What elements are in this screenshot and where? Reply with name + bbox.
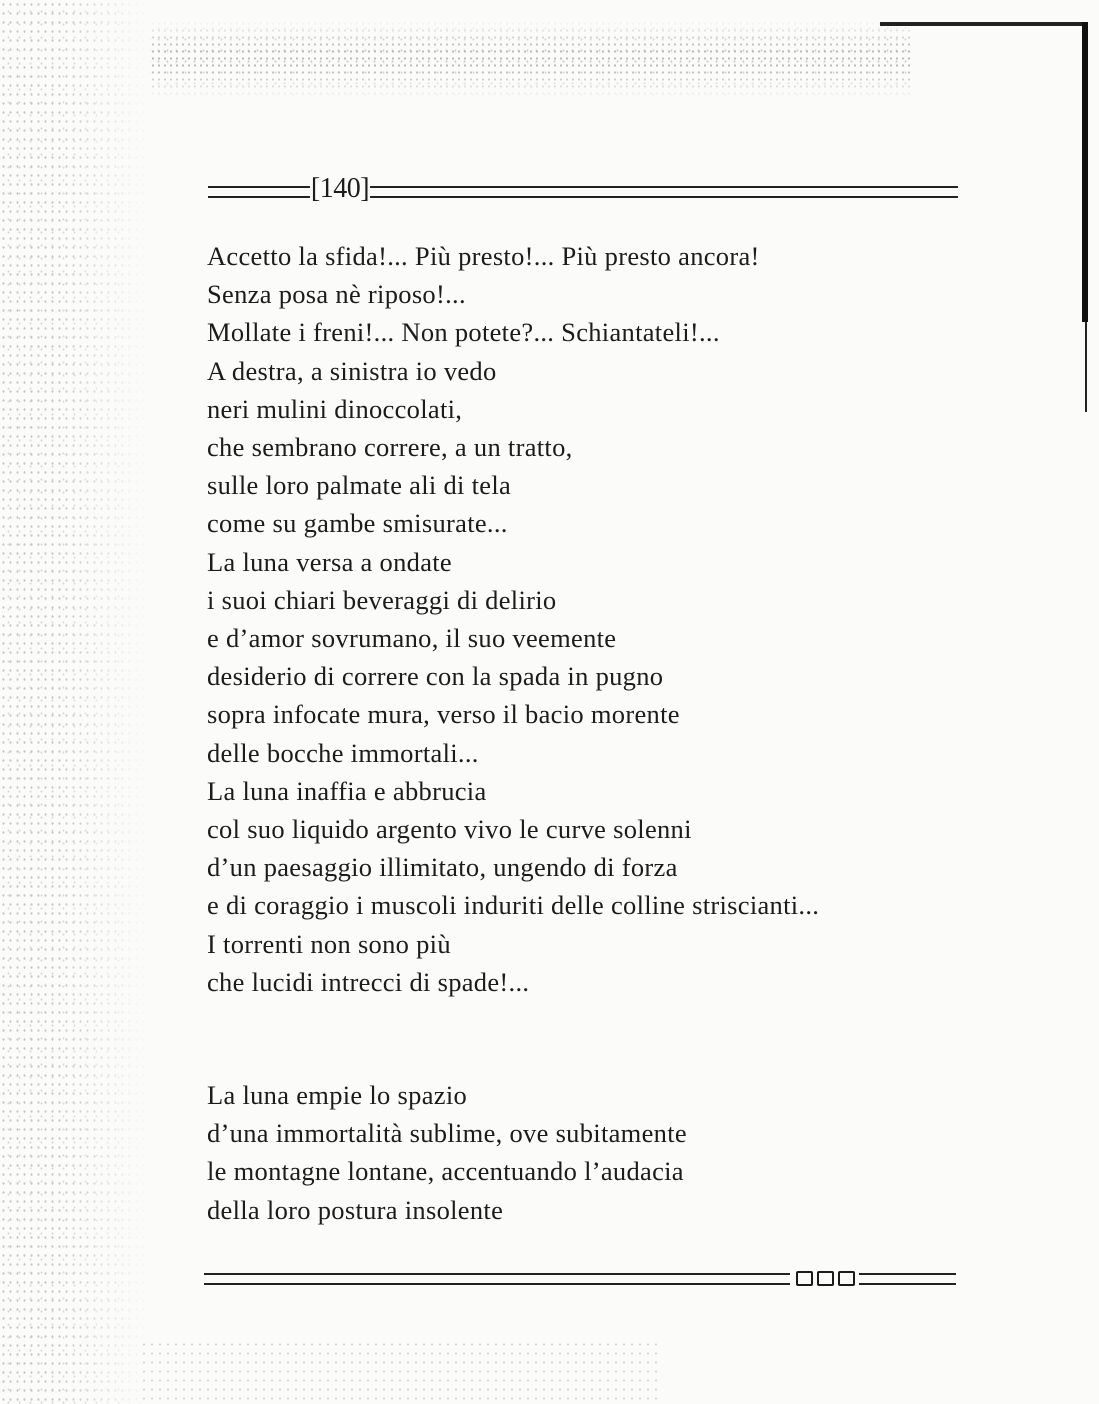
page-footer-ornament — [204, 1268, 956, 1290]
verse-line: desiderio di correre con la spada in pugno — [207, 661, 664, 692]
verse-line: sopra infocate mura, verso il bacio morente — [207, 699, 680, 730]
verse-line: Accetto la sfida!... Più presto!... Più presto ancora! — [207, 241, 760, 271]
stanza-2 — [207, 1076, 687, 1229]
verse-line: della loro postura insolente — [207, 1194, 504, 1225]
verse-line: come su gambe smisurate... — [207, 508, 508, 539]
verse-line: col suo liquido argento vivo le curve solenni — [207, 814, 692, 845]
scan-noise-bottom — [140, 1340, 660, 1404]
verse-line: d’un paesaggio illimitato, ungendo di forza — [207, 852, 678, 883]
verse-line: sulle loro palmate ali di tela — [207, 470, 512, 501]
header-rule-right — [370, 186, 958, 198]
verse-line: delle bocche immortali... — [207, 737, 479, 768]
scan-border-right-thin — [1085, 322, 1087, 412]
verse-line: neri mulini dinoccolati, — [207, 393, 463, 424]
scan-border-right — [1082, 22, 1088, 322]
ornament-square — [838, 1271, 855, 1286]
ornament-square — [817, 1271, 834, 1286]
verse-line: i suoi chiari beveraggi di delirio — [207, 584, 557, 615]
verse-line: Mollate i freni!... Non potete?... Schiantateli!... — [207, 317, 720, 348]
verse-line: e d’amor sovrumano, il suo veemente — [207, 623, 617, 654]
verse-line: Senza posa nè riposo!... — [207, 279, 466, 310]
verse-line: le montagne lontane, accentuando l’audacia — [207, 1156, 684, 1187]
scan-border-top — [880, 22, 1088, 26]
verse-line: I torrenti non sono più — [207, 928, 451, 959]
verse-line: La luna inaffia e abbrucia — [207, 775, 487, 806]
verse-line: e di coraggio i muscoli induriti delle colline striscianti... — [207, 890, 820, 921]
verse-line: La luna versa a ondate — [207, 546, 452, 577]
verse-line: A destra, a sinistra io vedo — [207, 355, 497, 386]
footer-rule-left — [204, 1273, 790, 1285]
page-number: [140] — [310, 173, 370, 204]
scan-noise-top — [150, 20, 910, 100]
verse-line: La luna empie lo spazio — [207, 1080, 468, 1110]
header-rule-left — [208, 186, 310, 198]
verse-line: che lucidi intrecci di spade!... — [207, 966, 530, 997]
verse-line: che sembrano correre, a un tratto, — [207, 432, 573, 463]
footer-rule-right — [859, 1273, 956, 1285]
page-header — [208, 172, 958, 206]
stanza-1 — [207, 237, 819, 1001]
ornament-square — [796, 1271, 813, 1286]
scan-noise-left — [0, 0, 150, 1404]
square-ornament-icon — [796, 1271, 855, 1287]
verse-line: d’una immortalità sublime, ove subitamente — [207, 1118, 687, 1149]
